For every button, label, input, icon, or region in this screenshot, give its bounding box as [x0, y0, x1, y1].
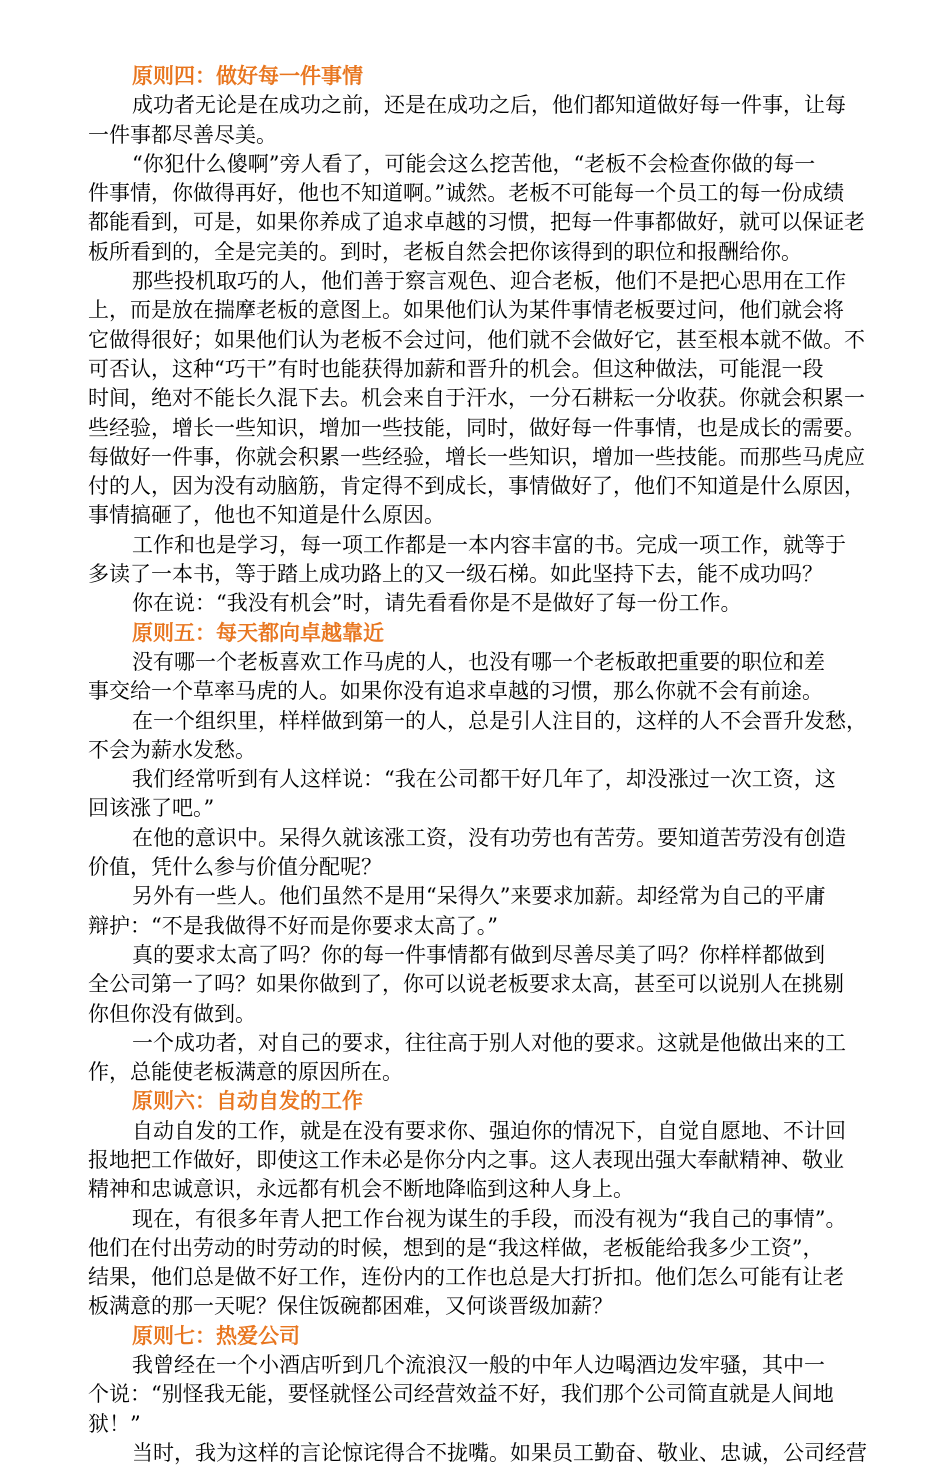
- text-line: 都能看到，可是，如果你养成了追求卓越的习惯，把每一件事都做好，就可以保证老: [88, 210, 865, 235]
- text-line: 可否认，这种“巧干”有时也能获得加薪和晋升的机会。但这种做法，可能混一段: [88, 356, 824, 381]
- text-line: 工作和也是学习，每一项工作都是一本内容丰富的书。完成一项工作，就等于: [132, 532, 846, 557]
- text-line: 精神和忠诚意识，永远都有机会不断地降临到这种人身上。: [88, 1177, 634, 1202]
- text-line: 个说：“别怪我无能，要怪就怪公司经营效益不好，我们那个公司简直就是人间地: [88, 1382, 834, 1407]
- text-line: 那些投机取巧的人，他们善于察言观色、迎合老板，他们不是把心思用在工作: [132, 269, 846, 294]
- text-line: 事情搞砸了，他也不知道是什么原因。: [88, 503, 445, 528]
- text-line: 另外有一些人。他们虽然不是用“呆得久”来要求加薪。却经常为自己的平庸: [132, 884, 826, 909]
- text-line: 些经验，增长一些知识，增加一些技能，同时，做好每一件事情，也是成长的需要。: [88, 415, 865, 440]
- text-line: 一个成功者，对自己的要求，往往高于别人对他的要求。这就是他做出来的工: [132, 1030, 846, 1055]
- text-line: 不会为薪水发愁。: [88, 737, 256, 762]
- text-line: 多读了一本书，等于踏上成功路上的又一级石梯。如此坚持下去，能不成功吗？: [88, 562, 823, 587]
- text-line: 板满意的那一天呢？保住饭碗都困难，又何谈晋级加薪？: [88, 1294, 613, 1319]
- text-line: 每做好一件事，你就会积累一些经验，增长一些知识，增加一些技能。而那些马虎应: [88, 444, 865, 469]
- text-line: 事交给一个草率马虎的人。如果你没有追求卓越的习惯，那么你就不会有前途。: [88, 679, 823, 704]
- text-line: 报地把工作做好，即使这工作未必是你分内之事。这人表现出强大奉献精神、敬业: [88, 1147, 844, 1172]
- text-line: 作，总能使老板满意的原因所在。: [88, 1060, 403, 1085]
- section-heading: 原则四：做好每一件事情: [132, 64, 363, 88]
- text-line: 我们经常听到有人这样说：“我在公司都干好几年了，却没涨过一次工资，这: [132, 767, 836, 792]
- text-line: 真的要求太高了吗？你的每一件事情都有做到尽善尽美了吗？你样样都做到: [132, 942, 825, 967]
- text-line: 没有哪一个老板喜欢工作马虎的人，也没有哪一个老板敢把重要的职位和差: [132, 649, 825, 674]
- text-line: 一件事都尽善尽美。: [88, 122, 277, 147]
- text-line: 在他的意识中。呆得久就该涨工资，没有功劳也有苦劳。要知道苦劳没有创造: [132, 825, 846, 850]
- section-heading: 原则五：每天都向卓越靠近: [132, 620, 384, 645]
- section-heading: 原则六：自动自发的工作: [132, 1089, 363, 1114]
- text-line: 件事情，你做得再好，他也不知道啊。”诚然。老板不可能每一个员工的每一份成绩: [88, 181, 845, 206]
- text-line: 你但你没有做到。: [88, 1001, 256, 1026]
- text-line: 他们在付出劳动的时劳动的时候，想到的是“我这样做，老板能给我多少工资”，: [88, 1235, 824, 1260]
- text-line: 狱！”: [88, 1411, 141, 1436]
- text-line: 价值，凭什么参与价值分配呢？: [88, 855, 382, 880]
- text-line: 我曾经在一个小酒店听到几个流浪汉一般的中年人边喝酒边发牢骚，其中一: [132, 1353, 825, 1378]
- text-line: 当时，我为这样的言论惊诧得合不拢嘴。如果员工勤奋、敬业、忠诚，公司经营: [132, 1440, 867, 1465]
- text-line: “你犯什么傻啊”旁人看了，可能会这么挖苦他，“老板不会检查你做的每一: [132, 151, 816, 176]
- text-line: 辩护：“不是我做得不好而是你要求太高了。”: [88, 913, 498, 938]
- text-line: 时间，绝对不能长久混下去。机会来自于汗水，一分石耕耘一分收获。你就会积累一: [88, 386, 865, 411]
- text-line: 在一个组织里，样样做到第一的人，总是引人注目的，这样的人不会晋升发愁，: [132, 708, 867, 733]
- text-line: 结果，他们总是做不好工作，连份内的工作也总是大打折扣。他们怎么可能有让老: [88, 1265, 844, 1290]
- text-line: 回该涨了吧。”: [88, 796, 215, 821]
- text-line: 现在，有很多年青人把工作台视为谋生的手段，而没有视为“我自己的事情”。: [132, 1206, 847, 1231]
- text-line: 成功者无论是在成功之前，还是在成功之后，他们都知道做好每一件事，让每: [132, 93, 846, 118]
- text-line: 全公司第一了吗？如果你做到了，你可以说老板要求太高，甚至可以说别人在挑剔: [88, 972, 844, 997]
- text-line: 板所看到的，全是完美的。到时，老板自然会把你该得到的职位和报酬给你。: [88, 239, 802, 264]
- text-line: 自动自发的工作，就是在没有要求你、强迫你的情况下，自觉自愿地、不计回: [132, 1118, 846, 1143]
- text-line: 付的人，因为没有动脑筋，肯定得不到成长，事情做好了，他们不知道是什么原因，: [88, 474, 865, 499]
- text-line: 它做得很好；如果他们认为老板不会过问，他们就不会做好它，甚至根本就不做。不: [88, 327, 865, 352]
- text-line: 上，而是放在揣摩老板的意图上。如果他们认为某件事情老板要过问，他们就会将: [88, 298, 844, 323]
- text-line: 你在说：“我没有机会”时，请先看看你是不是做好了每一份工作。: [132, 591, 742, 616]
- section-heading: 原则七：热爱公司: [132, 1323, 300, 1348]
